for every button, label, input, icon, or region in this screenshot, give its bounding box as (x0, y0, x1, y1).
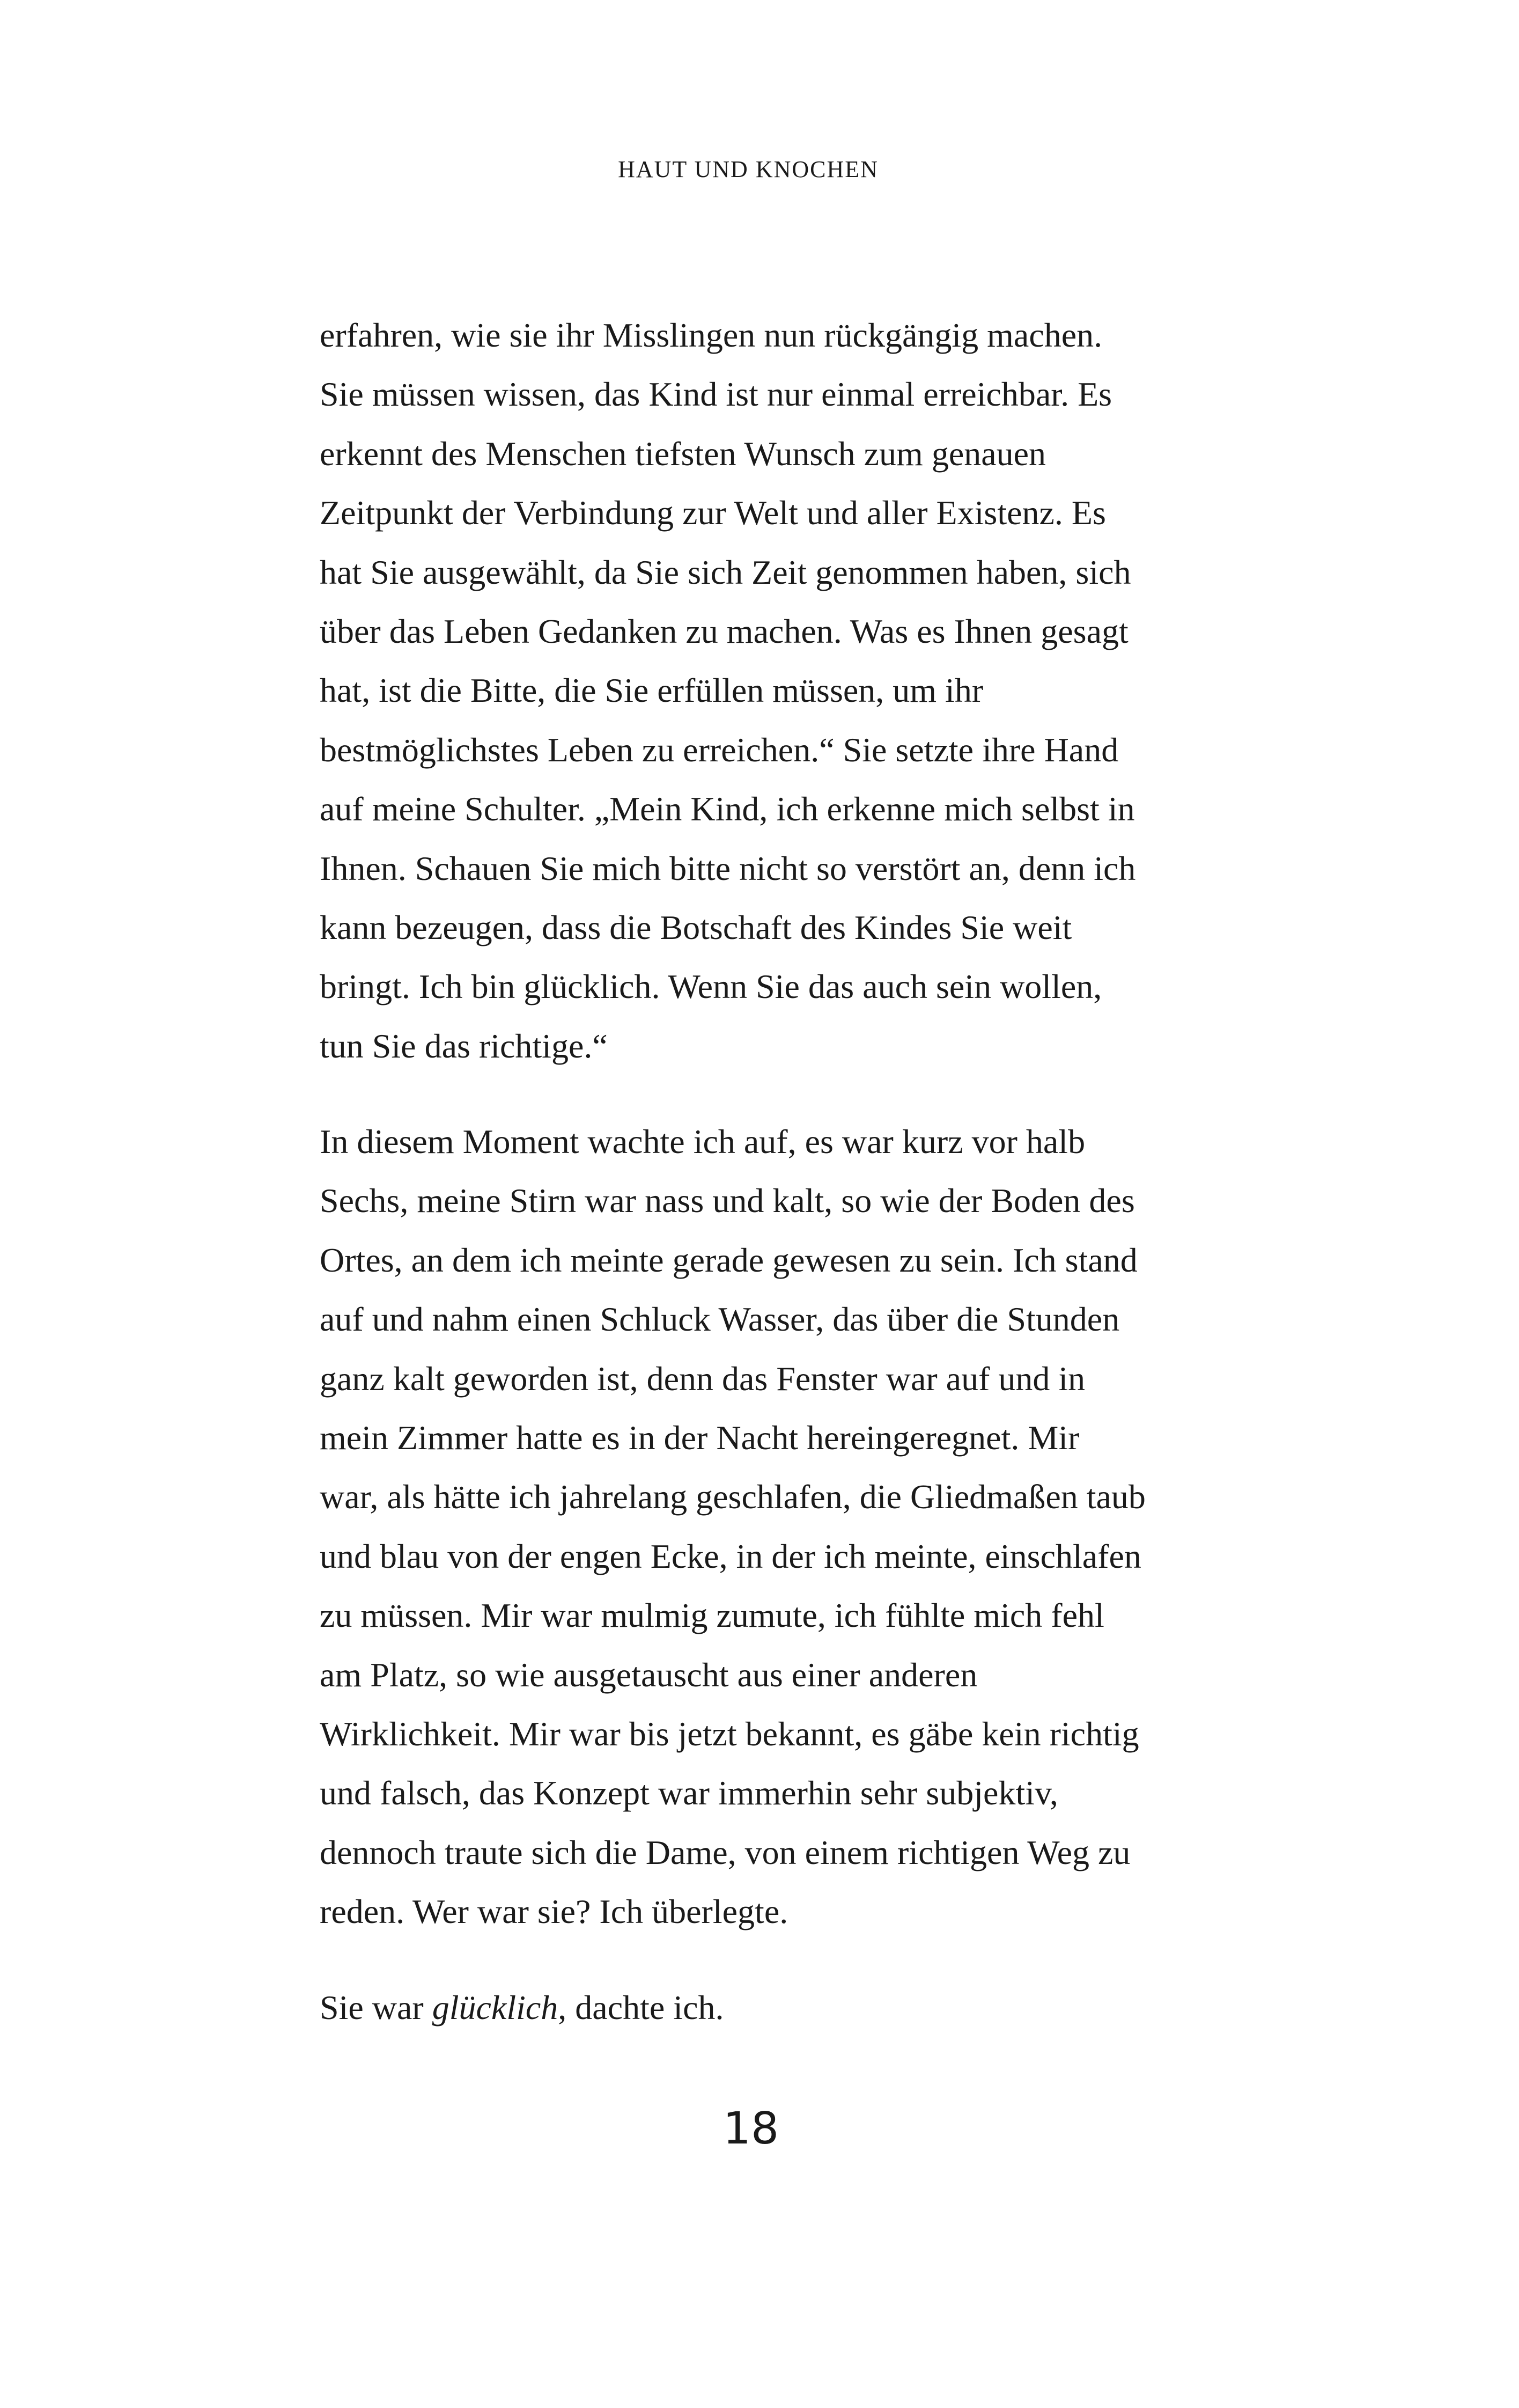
text-line: erkennt des Menschen tiefsten Wunsch zum genauen (320, 434, 1046, 473)
paragraph (320, 1112, 1199, 1941)
text-line: war, als hätte ich jahrelang geschlafen, die Gliedmaßen taub (320, 1478, 1146, 1516)
text-line: auf meine Schulter. „Mein Kind, ich erkenne mich selbst in (320, 790, 1135, 828)
text-line: kann bezeugen, dass die Botschaft des Kindes Sie weit (320, 908, 1072, 946)
text-line: tun Sie das richtige.“ (320, 1026, 608, 1065)
text-line: bestmöglichstes Leben zu erreichen.“ Sie setzte ihre Hand (320, 730, 1119, 769)
text-run: Sie war (320, 1988, 432, 2027)
emphasized-word: glücklich (432, 1988, 558, 2027)
text-line: zu müssen. Mir war mulmig zumute, ich fühlte mich fehl (320, 1596, 1104, 1635)
page-number: 18 (722, 2103, 779, 2154)
text-line (320, 1978, 1199, 2037)
text-line: über das Leben Gedanken zu machen. Was es Ihnen gesagt (320, 612, 1129, 650)
text-line: hat, ist die Bitte, die Sie erfüllen müssen, um ihr (320, 671, 984, 710)
text-line: und blau von der engen Ecke, in der ich meinte, einschlafen (320, 1537, 1141, 1575)
text-line: Sechs, meine Stirn war nass und kalt, so wie der Boden des (320, 1181, 1135, 1220)
text-line: Ortes, an dem ich meinte gerade gewesen zu sein. Ich stand (320, 1240, 1138, 1279)
text-line: dennoch traute sich die Dame, von einem richtigen Weg zu (320, 1833, 1131, 1871)
text-line: und falsch, das Konzept war immerhin sehr subjektiv, (320, 1774, 1058, 1812)
text-line: Sie müssen wissen, das Kind ist nur einmal erreichbar. Es (320, 375, 1112, 414)
paragraph (320, 306, 1199, 1076)
running-header: HAUT UND KNOCHEN (618, 156, 879, 182)
text-line: reden. Wer war sie? Ich überlegte. (320, 1892, 788, 1931)
text-line: Zeitpunkt der Verbindung zur Welt und aller Existenz. Es (320, 494, 1106, 532)
text-line: hat Sie ausgewählt, da Sie sich Zeit genommen haben, sich (320, 553, 1131, 591)
text-line: erfahren, wie sie ihr Misslingen nun rückgängig machen. (320, 316, 1103, 354)
text-line: auf und nahm einen Schluck Wasser, das über die Stunden (320, 1300, 1120, 1339)
text-line: Ihnen. Schauen Sie mich bitte nicht so verstört an, denn ich (320, 849, 1136, 887)
body-text (320, 306, 1199, 2037)
text-line: mein Zimmer hatte es in der Nacht hereingeregnet. Mir (320, 1419, 1080, 1457)
text-line: am Platz, so wie ausgetauscht aus einer anderen (320, 1655, 978, 1694)
text-line: ganz kalt geworden ist, denn das Fenster war auf und in (320, 1359, 1086, 1398)
text-line: bringt. Ich bin glücklich. Wenn Sie das auch sein wollen, (320, 967, 1102, 1006)
text-line: In diesem Moment wachte ich auf, es war kurz vor halb (320, 1122, 1086, 1161)
text-run: , dachte ich. (558, 1988, 724, 2027)
paragraph (320, 1978, 1199, 2037)
text-line: Wirklichkeit. Mir war bis jetzt bekannt, es gäbe kein richtig (320, 1714, 1139, 1753)
